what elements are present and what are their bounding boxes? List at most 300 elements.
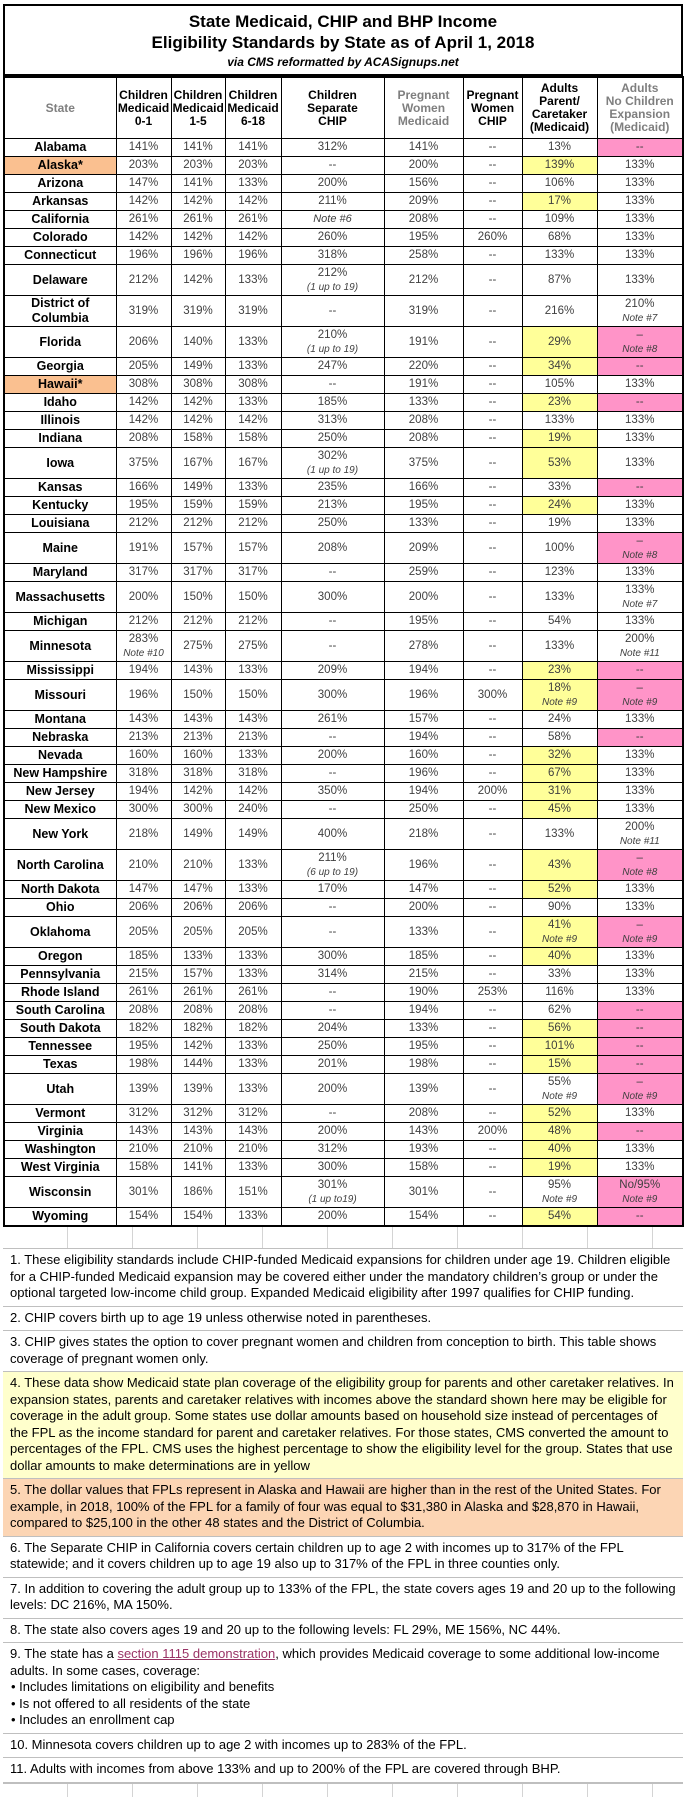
value-cell: 191% bbox=[384, 327, 463, 358]
value-cell: 142% bbox=[171, 193, 225, 211]
value-cell: 149% bbox=[225, 819, 281, 850]
value-cell: 261% bbox=[171, 984, 225, 1002]
value-cell: 68% bbox=[522, 229, 597, 247]
section-1115-link[interactable]: section 1115 demonstration bbox=[117, 1646, 276, 1661]
table-row-nebraska bbox=[4, 729, 683, 747]
value-cell: 133% bbox=[225, 1074, 281, 1105]
table-row-florida bbox=[4, 327, 683, 358]
value-cell: 147% bbox=[384, 881, 463, 899]
value-cell: -- bbox=[463, 358, 522, 376]
value-cell: 400% bbox=[281, 819, 384, 850]
value-cell: 203% bbox=[171, 157, 225, 175]
value-cell: 247% bbox=[281, 358, 384, 376]
value-cell: 208% bbox=[171, 1002, 225, 1020]
value-cell: -- bbox=[463, 376, 522, 394]
value-cell: -- bbox=[463, 662, 522, 680]
value-cell: 133% bbox=[597, 448, 683, 479]
value-cell: 143% bbox=[384, 1123, 463, 1141]
table-row-new-mexico bbox=[4, 801, 683, 819]
value-cell: -- bbox=[463, 613, 522, 631]
table-row-utah bbox=[4, 1074, 683, 1105]
value-cell: 261% bbox=[281, 711, 384, 729]
value-cell: 141% bbox=[225, 139, 281, 157]
state-cell: Tennessee bbox=[4, 1038, 116, 1056]
value-cell: -- bbox=[463, 899, 522, 917]
value-cell: 212% bbox=[225, 613, 281, 631]
value-cell: 90% bbox=[522, 899, 597, 917]
value-cell: 212% bbox=[116, 613, 171, 631]
value-cell: 133% bbox=[225, 1208, 281, 1227]
state-cell: Iowa bbox=[4, 448, 116, 479]
value-cell: 147% bbox=[171, 881, 225, 899]
table-row-nevada bbox=[4, 747, 683, 765]
value-cell: 312% bbox=[171, 1105, 225, 1123]
value-cell: 17% bbox=[522, 193, 597, 211]
value-cell: 195% bbox=[384, 613, 463, 631]
footnotes bbox=[3, 1248, 683, 1783]
value-cell: 142% bbox=[171, 394, 225, 412]
value-cell: 166% bbox=[116, 479, 171, 497]
value-cell: 191% bbox=[384, 376, 463, 394]
value-cell: 182% bbox=[116, 1020, 171, 1038]
state-cell: Wyoming bbox=[4, 1208, 116, 1227]
value-cell: 208% bbox=[116, 1002, 171, 1020]
value-cell: 133% bbox=[384, 515, 463, 533]
value-cell: 142% bbox=[171, 1038, 225, 1056]
value-cell: 283% Note #10 bbox=[116, 631, 171, 662]
state-cell: Oklahoma bbox=[4, 917, 116, 948]
value-cell: 235% bbox=[281, 479, 384, 497]
value-cell: 133% bbox=[597, 1105, 683, 1123]
value-cell: 15% bbox=[522, 1056, 597, 1074]
table-row-colorado bbox=[4, 229, 683, 247]
value-cell: 106% bbox=[522, 175, 597, 193]
value-cell: 142% bbox=[171, 265, 225, 296]
value-cell: 23% bbox=[522, 662, 597, 680]
value-cell: 213% bbox=[281, 497, 384, 515]
value-cell: 133% bbox=[171, 948, 225, 966]
value-cell: 54% bbox=[522, 1208, 597, 1227]
value-cell: 143% bbox=[171, 711, 225, 729]
value-cell: 133% bbox=[597, 412, 683, 430]
value-cell: 143% bbox=[225, 1123, 281, 1141]
value-cell: 312% bbox=[281, 139, 384, 157]
value-cell: 56% bbox=[522, 1020, 597, 1038]
value-cell: 211% bbox=[281, 193, 384, 211]
value-cell: 43% bbox=[522, 850, 597, 881]
value-cell: 212% bbox=[116, 515, 171, 533]
value-cell: 140% bbox=[171, 327, 225, 358]
value-cell: 133% bbox=[384, 917, 463, 948]
value-cell: -- bbox=[281, 296, 384, 327]
value-cell: -- bbox=[597, 358, 683, 376]
value-cell: -- bbox=[463, 1002, 522, 1020]
table-row-new-jersey bbox=[4, 783, 683, 801]
value-cell: 200% bbox=[384, 899, 463, 917]
value-cell: 261% bbox=[116, 211, 171, 229]
value-cell: 141% bbox=[171, 175, 225, 193]
value-cell: 194% bbox=[384, 662, 463, 680]
value-cell: -- bbox=[463, 582, 522, 613]
table-row-maryland bbox=[4, 564, 683, 582]
column-header-adults-no-children-expansion-medicaid: Adults No Children Expansion (Medicaid) bbox=[597, 77, 683, 139]
value-cell: 133% bbox=[597, 783, 683, 801]
value-cell: 109% bbox=[522, 211, 597, 229]
value-cell: -- bbox=[463, 966, 522, 984]
value-cell: 200% bbox=[384, 582, 463, 613]
value-cell: 147% bbox=[116, 175, 171, 193]
value-cell: -- bbox=[281, 157, 384, 175]
value-cell: 319% bbox=[116, 296, 171, 327]
state-cell: Arizona bbox=[4, 175, 116, 193]
value-cell: 211% (6 up to 19) bbox=[281, 850, 384, 881]
value-cell: 54% bbox=[522, 613, 597, 631]
value-cell: 212% bbox=[225, 515, 281, 533]
value-cell: -- bbox=[463, 747, 522, 765]
value-cell: 19% bbox=[522, 515, 597, 533]
value-cell: 133% bbox=[597, 801, 683, 819]
value-cell: 143% bbox=[116, 711, 171, 729]
page-subtitle: via CMS reformatted by ACASignups.net bbox=[227, 55, 459, 69]
value-cell: 200% bbox=[281, 175, 384, 193]
value-cell: 196% bbox=[384, 850, 463, 881]
value-cell: 143% bbox=[116, 1123, 171, 1141]
value-cell: 185% bbox=[281, 394, 384, 412]
value-cell: 24% bbox=[522, 497, 597, 515]
value-cell: 375% bbox=[384, 448, 463, 479]
value-cell: 133% bbox=[597, 1159, 683, 1177]
value-cell: 170% bbox=[281, 881, 384, 899]
value-cell: 206% bbox=[116, 899, 171, 917]
table-row-indiana bbox=[4, 430, 683, 448]
value-cell: -- bbox=[463, 412, 522, 430]
value-cell: 193% bbox=[384, 1141, 463, 1159]
value-cell: 149% bbox=[171, 819, 225, 850]
value-cell: -- bbox=[463, 1141, 522, 1159]
footnote-9 bbox=[3, 1643, 683, 1734]
table-row-virginia bbox=[4, 1123, 683, 1141]
value-cell: 317% bbox=[116, 564, 171, 582]
table-row-montana bbox=[4, 711, 683, 729]
value-cell: 209% bbox=[384, 533, 463, 564]
state-cell: Connecticut bbox=[4, 247, 116, 265]
value-cell: 210% bbox=[171, 1141, 225, 1159]
value-cell: 133% bbox=[597, 747, 683, 765]
value-cell: 300% bbox=[116, 801, 171, 819]
table-row-maine bbox=[4, 533, 683, 564]
value-cell: -- bbox=[463, 881, 522, 899]
value-cell: -- bbox=[281, 765, 384, 783]
value-cell: 133% bbox=[597, 899, 683, 917]
state-cell: Utah bbox=[4, 1074, 116, 1105]
value-cell: -- bbox=[281, 917, 384, 948]
value-cell: 318% bbox=[171, 765, 225, 783]
state-cell: Wisconsin bbox=[4, 1177, 116, 1208]
value-cell: 205% bbox=[225, 917, 281, 948]
value-cell: -- bbox=[281, 564, 384, 582]
value-cell: 133% bbox=[597, 157, 683, 175]
value-cell: 208% bbox=[384, 430, 463, 448]
value-cell: 301% (1 up to19) bbox=[281, 1177, 384, 1208]
table-row-new-hampshire bbox=[4, 765, 683, 783]
value-cell: 133% bbox=[597, 193, 683, 211]
value-cell: -- bbox=[463, 711, 522, 729]
value-cell: -- bbox=[281, 613, 384, 631]
state-cell: Minnesota bbox=[4, 631, 116, 662]
footnote-4: 4. These data show Medicaid state plan coverage of the eligibility group for parents and other caretaker relatives. In expansion states, parents and caretaker relatives with incomes above the standard shown here may be eligible for coverage in the adult group. Some states use dollar amounts based on household size instead of percentages of the FPL as the income standard for parent and caretaker relatives. For those states, CMS converted the amount to percentages of the FPL. CMS uses the highest percentage to show the eligibility level for the group. States that use dollar amounts to make determinations are in yellow bbox=[3, 1372, 683, 1479]
value-cell: -- bbox=[463, 1074, 522, 1105]
value-cell: 160% bbox=[116, 747, 171, 765]
value-cell: 210% bbox=[171, 850, 225, 881]
value-cell: -- bbox=[597, 662, 683, 680]
value-cell: 133% bbox=[597, 175, 683, 193]
value-cell: 201% bbox=[281, 1056, 384, 1074]
value-cell: 215% bbox=[384, 966, 463, 984]
value-cell: -- bbox=[281, 376, 384, 394]
value-cell: 210% bbox=[116, 1141, 171, 1159]
value-cell: 204% bbox=[281, 1020, 384, 1038]
value-cell: 33% bbox=[522, 479, 597, 497]
value-cell: 300% bbox=[281, 948, 384, 966]
value-cell: 196% bbox=[116, 680, 171, 711]
value-cell: 212% bbox=[116, 265, 171, 296]
value-cell: 278% bbox=[384, 631, 463, 662]
value-cell: 200% bbox=[281, 747, 384, 765]
value-cell: 142% bbox=[171, 783, 225, 801]
table-row-south-dakota bbox=[4, 1020, 683, 1038]
state-cell: Nebraska bbox=[4, 729, 116, 747]
table-row-georgia bbox=[4, 358, 683, 376]
value-cell: 29% bbox=[522, 327, 597, 358]
value-cell: 133% bbox=[597, 376, 683, 394]
value-cell: 133% bbox=[225, 747, 281, 765]
value-cell: -- bbox=[463, 247, 522, 265]
value-cell: 133% bbox=[225, 850, 281, 881]
footnote-3: 3. CHIP gives states the option to cover pregnant women and children from conception to birth. This table shows coverage of pregnant women only. bbox=[3, 1331, 683, 1372]
value-cell: 48% bbox=[522, 1123, 597, 1141]
column-header-state: State bbox=[4, 77, 116, 139]
state-cell: Louisiana bbox=[4, 515, 116, 533]
value-cell: – Note #9 bbox=[597, 1074, 683, 1105]
footnote-bullet: • Is not offered to all residents of the state bbox=[11, 1695, 251, 1711]
value-cell: 200% bbox=[463, 1123, 522, 1141]
value-cell: 142% bbox=[225, 193, 281, 211]
table-row-oregon bbox=[4, 948, 683, 966]
state-cell: Mississippi bbox=[4, 662, 116, 680]
value-cell: 182% bbox=[171, 1020, 225, 1038]
page-title-line-2: Eligibility Standards by State as of April 1, 2018 bbox=[151, 33, 535, 52]
table-row-pennsylvania bbox=[4, 966, 683, 984]
value-cell: 133% bbox=[597, 515, 683, 533]
value-cell: -- bbox=[463, 479, 522, 497]
value-cell: 185% bbox=[384, 948, 463, 966]
value-cell: 133% bbox=[225, 1056, 281, 1074]
table-row-michigan bbox=[4, 613, 683, 631]
table-row-minnesota bbox=[4, 631, 683, 662]
value-cell: 139% bbox=[171, 1074, 225, 1105]
footnote-text: , which provides Medicaid coverage to some additional low-income adults. In some cases, coverage: bbox=[10, 1646, 660, 1678]
value-cell: 195% bbox=[384, 497, 463, 515]
value-cell: 154% bbox=[116, 1208, 171, 1227]
value-cell: 133% bbox=[225, 948, 281, 966]
value-cell: 210% bbox=[116, 850, 171, 881]
state-cell: Kentucky bbox=[4, 497, 116, 515]
value-cell: 205% bbox=[116, 358, 171, 376]
state-cell: Illinois bbox=[4, 412, 116, 430]
value-cell: 101% bbox=[522, 1038, 597, 1056]
footnote-2: 2. CHIP covers birth up to age 19 unless otherwise noted in parentheses. bbox=[3, 1307, 683, 1332]
value-cell: 144% bbox=[171, 1056, 225, 1074]
value-cell: 133% bbox=[522, 582, 597, 613]
state-cell: Virginia bbox=[4, 1123, 116, 1141]
value-cell: 142% bbox=[171, 412, 225, 430]
value-cell: 133% bbox=[597, 247, 683, 265]
value-cell: -- bbox=[463, 265, 522, 296]
value-cell: 319% bbox=[225, 296, 281, 327]
table-head-row bbox=[4, 77, 683, 139]
value-cell: 62% bbox=[522, 1002, 597, 1020]
value-cell: 18% Note #9 bbox=[522, 680, 597, 711]
state-cell: District of Columbia bbox=[4, 296, 116, 327]
value-cell: 250% bbox=[281, 1038, 384, 1056]
value-cell: 45% bbox=[522, 801, 597, 819]
value-cell: 205% bbox=[171, 917, 225, 948]
value-cell: 200% bbox=[281, 1123, 384, 1141]
value-cell: 259% bbox=[384, 564, 463, 582]
value-cell: -- bbox=[463, 1208, 522, 1227]
table-row-wisconsin bbox=[4, 1177, 683, 1208]
table-row-arizona bbox=[4, 175, 683, 193]
value-cell: 133% bbox=[522, 412, 597, 430]
value-cell: 313% bbox=[281, 412, 384, 430]
value-cell: 133% bbox=[597, 497, 683, 515]
state-cell: Delaware bbox=[4, 265, 116, 296]
value-cell: -- bbox=[463, 1056, 522, 1074]
value-cell: -- bbox=[597, 394, 683, 412]
title-box bbox=[3, 4, 683, 76]
table-row-california bbox=[4, 211, 683, 229]
value-cell: No/95% Note #9 bbox=[597, 1177, 683, 1208]
value-cell: 133% bbox=[225, 662, 281, 680]
table-row-alabama bbox=[4, 139, 683, 157]
value-cell: 260% bbox=[463, 229, 522, 247]
value-cell: 250% bbox=[281, 430, 384, 448]
value-cell: 133% Note #7 bbox=[597, 582, 683, 613]
value-cell: -- bbox=[463, 948, 522, 966]
value-cell: 160% bbox=[384, 747, 463, 765]
value-cell: 200% Note #11 bbox=[597, 631, 683, 662]
value-cell: 195% bbox=[384, 229, 463, 247]
value-cell: 133% bbox=[225, 479, 281, 497]
value-cell: -- bbox=[597, 1056, 683, 1074]
value-cell: 196% bbox=[171, 247, 225, 265]
value-cell: -- bbox=[463, 917, 522, 948]
value-cell: 212% (1 up to 19) bbox=[281, 265, 384, 296]
value-cell: -- bbox=[463, 1177, 522, 1208]
value-cell: -- bbox=[463, 515, 522, 533]
value-cell: 200% bbox=[116, 582, 171, 613]
value-cell: 150% bbox=[225, 680, 281, 711]
value-cell: 198% bbox=[116, 1056, 171, 1074]
value-cell: -- bbox=[463, 448, 522, 479]
value-cell: 215% bbox=[116, 966, 171, 984]
value-cell: 308% bbox=[171, 376, 225, 394]
value-cell: 190% bbox=[384, 984, 463, 1002]
value-cell: 143% bbox=[171, 662, 225, 680]
value-cell: 147% bbox=[116, 881, 171, 899]
value-cell: 261% bbox=[116, 984, 171, 1002]
value-cell: -- bbox=[463, 1105, 522, 1123]
state-cell: North Dakota bbox=[4, 881, 116, 899]
value-cell: -- bbox=[281, 801, 384, 819]
value-cell: 319% bbox=[384, 296, 463, 327]
value-cell: 19% bbox=[522, 430, 597, 448]
table-row-vermont bbox=[4, 1105, 683, 1123]
value-cell: 300% bbox=[281, 680, 384, 711]
value-cell: 133% bbox=[522, 247, 597, 265]
value-cell: 100% bbox=[522, 533, 597, 564]
value-cell: 133% bbox=[597, 613, 683, 631]
value-cell: – Note #8 bbox=[597, 533, 683, 564]
value-cell: 302% (1 up to 19) bbox=[281, 448, 384, 479]
table-row-kentucky bbox=[4, 497, 683, 515]
value-cell: -- bbox=[463, 193, 522, 211]
value-cell: 314% bbox=[281, 966, 384, 984]
table-row-wyoming bbox=[4, 1208, 683, 1227]
value-cell: 253% bbox=[463, 984, 522, 1002]
value-cell: 133% bbox=[225, 175, 281, 193]
value-cell: 105% bbox=[522, 376, 597, 394]
value-cell: 55% Note #9 bbox=[522, 1074, 597, 1105]
table-row-rhode-island bbox=[4, 984, 683, 1002]
table-row-arkansas bbox=[4, 193, 683, 211]
footnote-11: 11. Adults with incomes from above 133% and up to 200% of the FPL are covered through BHP. bbox=[3, 1758, 683, 1783]
table-row-district-of-columbia bbox=[4, 296, 683, 327]
state-cell: Oregon bbox=[4, 948, 116, 966]
state-cell: Ohio bbox=[4, 899, 116, 917]
value-cell: 19% bbox=[522, 1159, 597, 1177]
value-cell: 317% bbox=[225, 564, 281, 582]
value-cell: 133% bbox=[597, 711, 683, 729]
value-cell: 158% bbox=[171, 430, 225, 448]
value-cell: 133% bbox=[384, 394, 463, 412]
value-cell: 301% bbox=[116, 1177, 171, 1208]
value-cell: 154% bbox=[171, 1208, 225, 1227]
page-title-line-1: State Medicaid, CHIP and BHP Income bbox=[188, 12, 498, 31]
value-cell: -- bbox=[597, 729, 683, 747]
value-cell: -- bbox=[463, 533, 522, 564]
state-cell: Indiana bbox=[4, 430, 116, 448]
value-cell: 301% bbox=[384, 1177, 463, 1208]
value-cell: 319% bbox=[171, 296, 225, 327]
value-cell: 300% bbox=[171, 801, 225, 819]
value-cell: 212% bbox=[171, 515, 225, 533]
state-cell: Alabama bbox=[4, 139, 116, 157]
column-header-children-separate-chip: Children Separate CHIP bbox=[281, 77, 384, 139]
value-cell: 203% bbox=[116, 157, 171, 175]
table-row-idaho bbox=[4, 394, 683, 412]
value-cell: 196% bbox=[384, 765, 463, 783]
value-cell: 141% bbox=[171, 139, 225, 157]
table-row-south-carolina bbox=[4, 1002, 683, 1020]
value-cell: 250% bbox=[384, 801, 463, 819]
value-cell: 312% bbox=[116, 1105, 171, 1123]
state-cell: South Carolina bbox=[4, 1002, 116, 1020]
value-cell: 261% bbox=[171, 211, 225, 229]
value-cell: – Note #9 bbox=[597, 917, 683, 948]
table-row-texas bbox=[4, 1056, 683, 1074]
value-cell: 167% bbox=[225, 448, 281, 479]
